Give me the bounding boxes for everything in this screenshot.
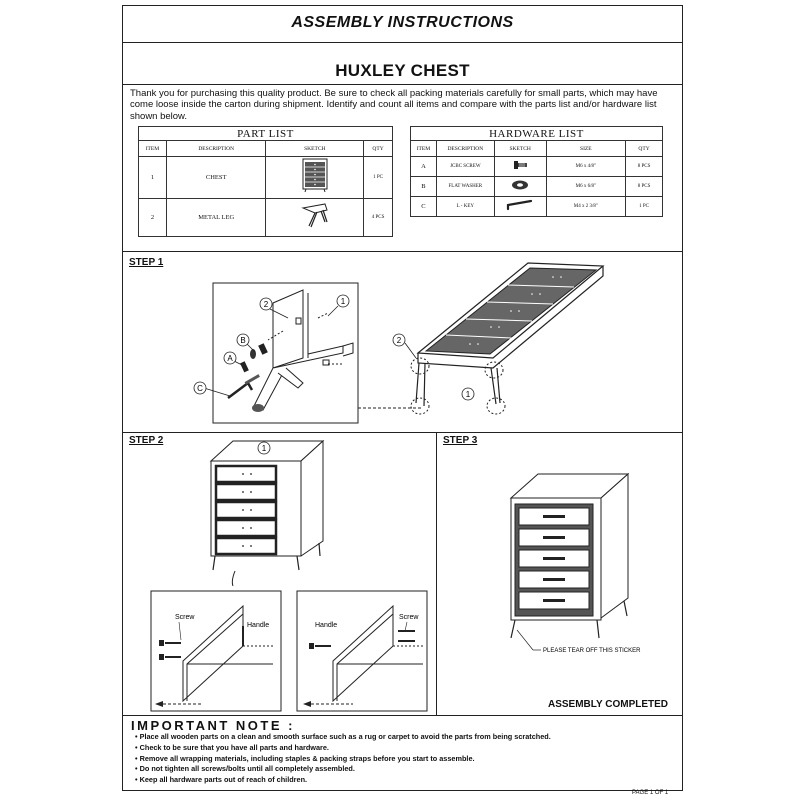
description-cell: L - KEY (436, 197, 494, 217)
item-cell: 1 (139, 157, 167, 199)
assembly-completed-label: ASSEMBLY COMPLETED (548, 699, 669, 710)
col-header: QTY (626, 141, 663, 157)
callout: B (240, 336, 246, 345)
col-header: SKETCH (494, 141, 546, 157)
callout: 1 (340, 297, 346, 306)
step3-label: STEP 3 (443, 435, 478, 446)
col-header: ITEM (411, 141, 437, 157)
divider (123, 715, 682, 716)
col-header: QTY (364, 141, 393, 157)
page-number: PAGE 1 OF 1 (632, 790, 669, 796)
item-cell: 2 (139, 199, 167, 237)
part-list-table (138, 126, 393, 237)
step3-illustration (453, 466, 681, 656)
metal-leg-icon (266, 199, 364, 237)
divider (123, 251, 682, 252)
page-title: ASSEMBLY INSTRUCTIONS (291, 14, 514, 31)
description-cell: JCBC SCREW (436, 157, 494, 177)
size-cell: M6 x 4/8" (546, 157, 626, 177)
qty-cell: 8 PCS (626, 157, 663, 177)
item-cell: C (411, 197, 437, 217)
col-header: DESCRIPTION (166, 141, 266, 157)
col-header: ITEM (139, 141, 167, 157)
part-list-title: PART LIST (139, 127, 393, 141)
product-name: HUXLEY CHEST (335, 61, 470, 80)
screw-label: Screw (399, 614, 419, 621)
intro-text: Thank you for purchasing this quality product. Be sure to check all packing materials carefully for small parts, which may have come loose inside the carton during shipment. Identify and count all items and compare with the parts list and/or hardware list shown below. (130, 88, 658, 122)
important-note-title: IMPORTANT NOTE : (131, 718, 295, 733)
callout: 1 (465, 390, 471, 399)
hardware-list-table (410, 126, 663, 217)
col-header: DESCRIPTION (436, 141, 494, 157)
table-row (411, 197, 663, 217)
washer-icon (494, 177, 546, 197)
qty-cell: 1 PC (626, 197, 663, 217)
qty-cell: 4 PCS (364, 199, 393, 237)
chest-icon (266, 157, 364, 199)
size-cell: M6 x 6/8" (546, 177, 626, 197)
step2-label: STEP 2 (129, 435, 164, 446)
step2-illustration (143, 436, 433, 714)
table-row (411, 177, 663, 197)
callout: C (197, 384, 203, 393)
divider (123, 42, 682, 43)
handle-label: Handle (247, 622, 270, 629)
table-row (411, 157, 663, 177)
instruction-sheet (122, 5, 683, 791)
qty-cell: 1 PC (364, 157, 393, 199)
list-item: • Place all wooden parts on a clean and smooth surface such as a rug or carpet to avoid the parts from being scratched. (135, 732, 551, 743)
step1-label: STEP 1 (129, 257, 164, 268)
callout: 2 (263, 300, 269, 309)
callout: 1 (261, 444, 267, 453)
item-cell: A (411, 157, 437, 177)
important-note-list (135, 732, 551, 786)
list-item: • Remove all wrapping materials, including staples & packing straps before you start to assemble. (135, 754, 551, 765)
callout: A (227, 354, 233, 363)
size-cell: M4 x 2 3/8" (546, 197, 626, 217)
l-key-icon (494, 197, 546, 217)
divider (123, 84, 682, 85)
sticker-note: PLEASE TEAR OFF THIS STICKER (543, 648, 641, 654)
callout: 2 (396, 336, 402, 345)
item-cell: B (411, 177, 437, 197)
col-header: SIZE (546, 141, 626, 157)
description-cell: FLAT WASHER (436, 177, 494, 197)
col-header: SKETCH (266, 141, 364, 157)
hardware-list-title: HARDWARE LIST (411, 127, 663, 141)
step1-illustration (178, 258, 678, 430)
table-row (139, 199, 393, 237)
description-cell: CHEST (166, 157, 266, 199)
divider (436, 432, 437, 715)
list-item: • Check to be sure that you have all parts and hardware. (135, 743, 551, 754)
divider (123, 432, 682, 433)
list-item: • Keep all hardware parts out of reach of children. (135, 775, 551, 786)
list-item: • Do not tighten all screws/bolts until all completely assembled. (135, 764, 551, 775)
handle-label: Handle (315, 622, 338, 629)
description-cell: METAL LEG (166, 199, 266, 237)
table-row (139, 157, 393, 199)
screw-icon (494, 157, 546, 177)
screw-label: Screw (175, 614, 195, 621)
qty-cell: 8 PCS (626, 177, 663, 197)
